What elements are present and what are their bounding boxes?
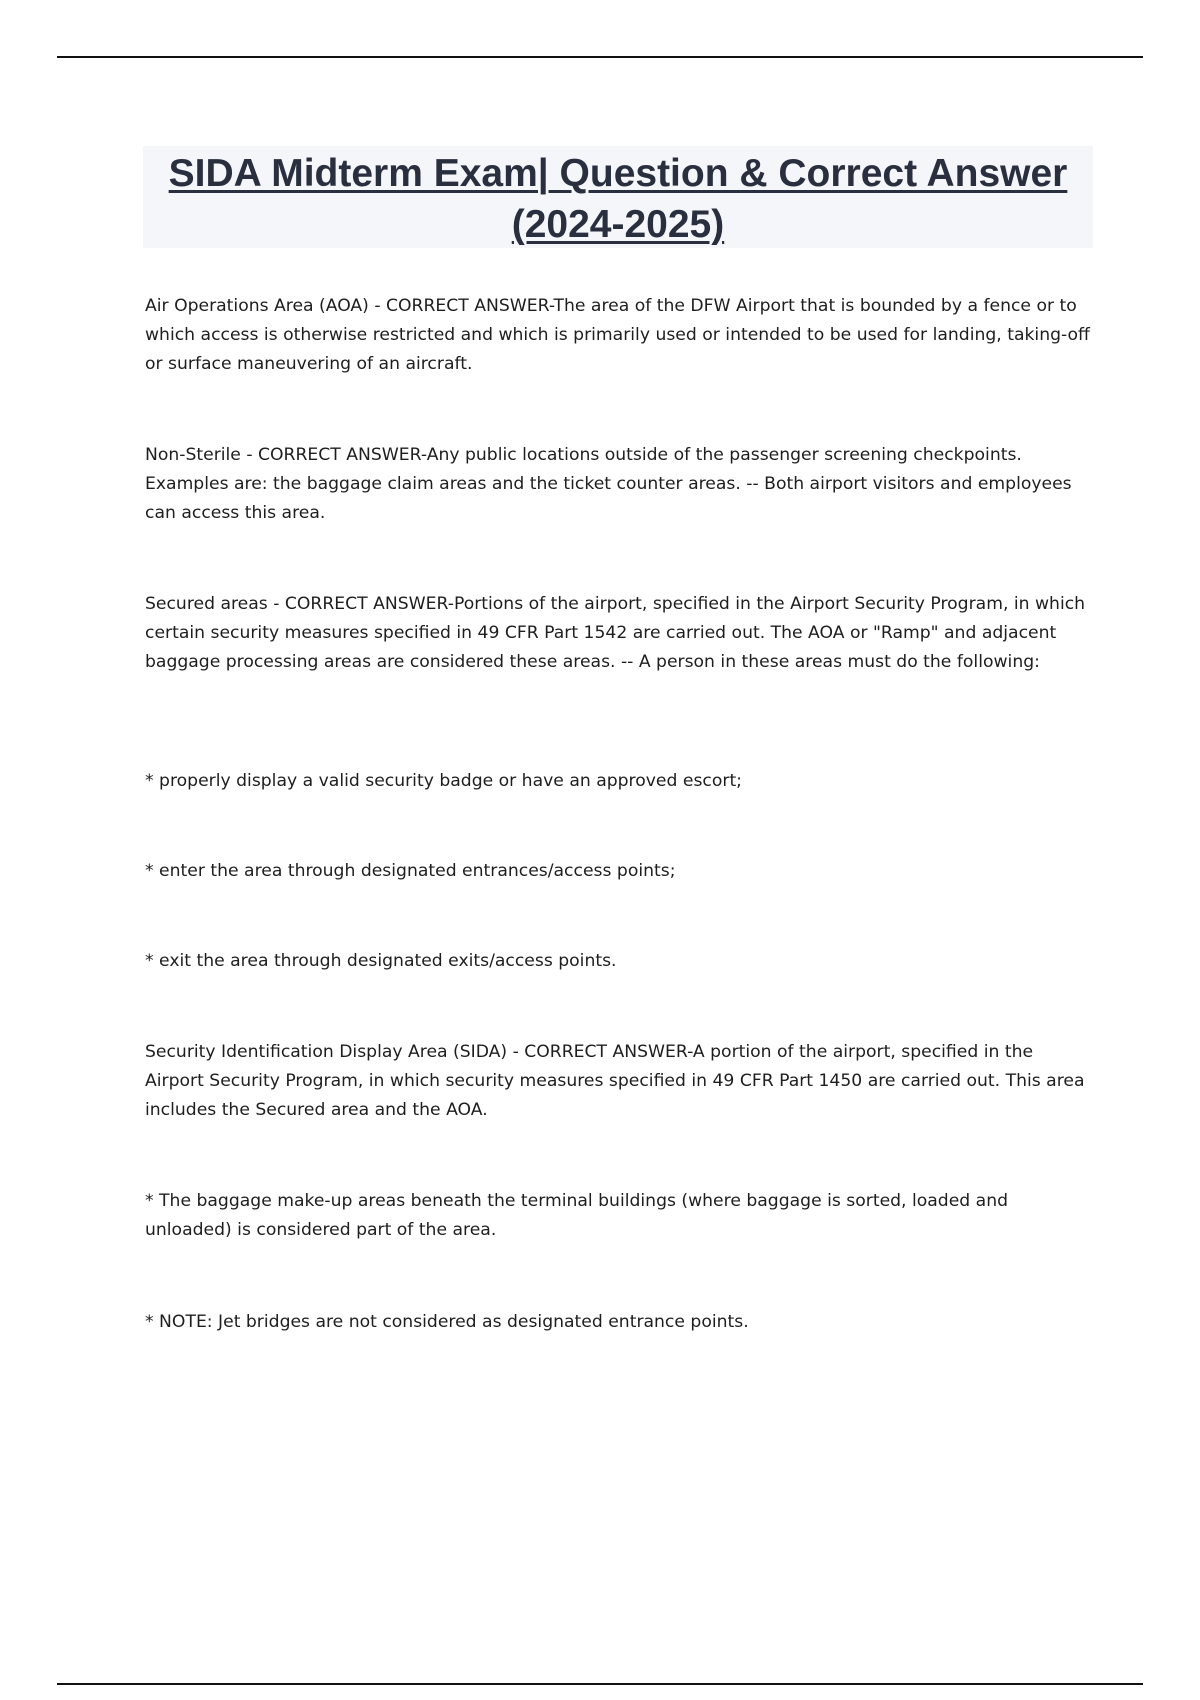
top-rule (57, 56, 1143, 58)
bullet-exit-area: * exit the area through designated exits/access points. (145, 951, 617, 971)
bullet-jet-bridges-note: * NOTE: Jet bridges are not considered as designated entrance points. (145, 1312, 749, 1332)
entry-sida: Security Identification Display Area (SIDA) - CORRECT ANSWER-A portion of the airport, specified in the Airport Security Program, in which security measures specified in 49 CFR Part 1450 are carried out. This area includes the Secured area and the AOA. (145, 1042, 1085, 1120)
bullet-enter-area: * enter the area through designated entrances/access points; (145, 861, 676, 881)
entry-secured-areas: Secured areas - CORRECT ANSWER-Portions of the airport, specified in the Airport Security Program, in which certain security measures specified in 49 CFR Part 1542 are carried out. The AOA or "Ramp" and adjacent baggage processing areas are considered these areas. -- A person in these areas must do the following: (145, 594, 1086, 672)
entry-non-sterile: Non-Sterile - CORRECT ANSWER-Any public locations outside of the passenger screening checkpoints. Examples are: the baggage claim areas and the ticket counter areas. -- Both airport visitors and employees can access this area. (145, 445, 1072, 523)
entry-aoa: Air Operations Area (AOA) - CORRECT ANSWER-The area of the DFW Airport that is bounded by a fence or to which access is otherwise restricted and which is primarily used or intended to be used for landing, taking-off or surface maneuvering of an aircraft. (145, 296, 1090, 374)
bullet-baggage-makeup: * The baggage make-up areas beneath the terminal buildings (where baggage is sorted, loaded and unloaded) is considered part of the area. (145, 1191, 1008, 1240)
bottom-rule (57, 1683, 1143, 1685)
document-title: SIDA Midterm Exam| Question & Correct Answer (2024-2025) (168, 152, 1068, 246)
bullet-display-badge: * properly display a valid security badge or have an approved escort; (145, 771, 742, 791)
title-banner (143, 146, 1093, 248)
